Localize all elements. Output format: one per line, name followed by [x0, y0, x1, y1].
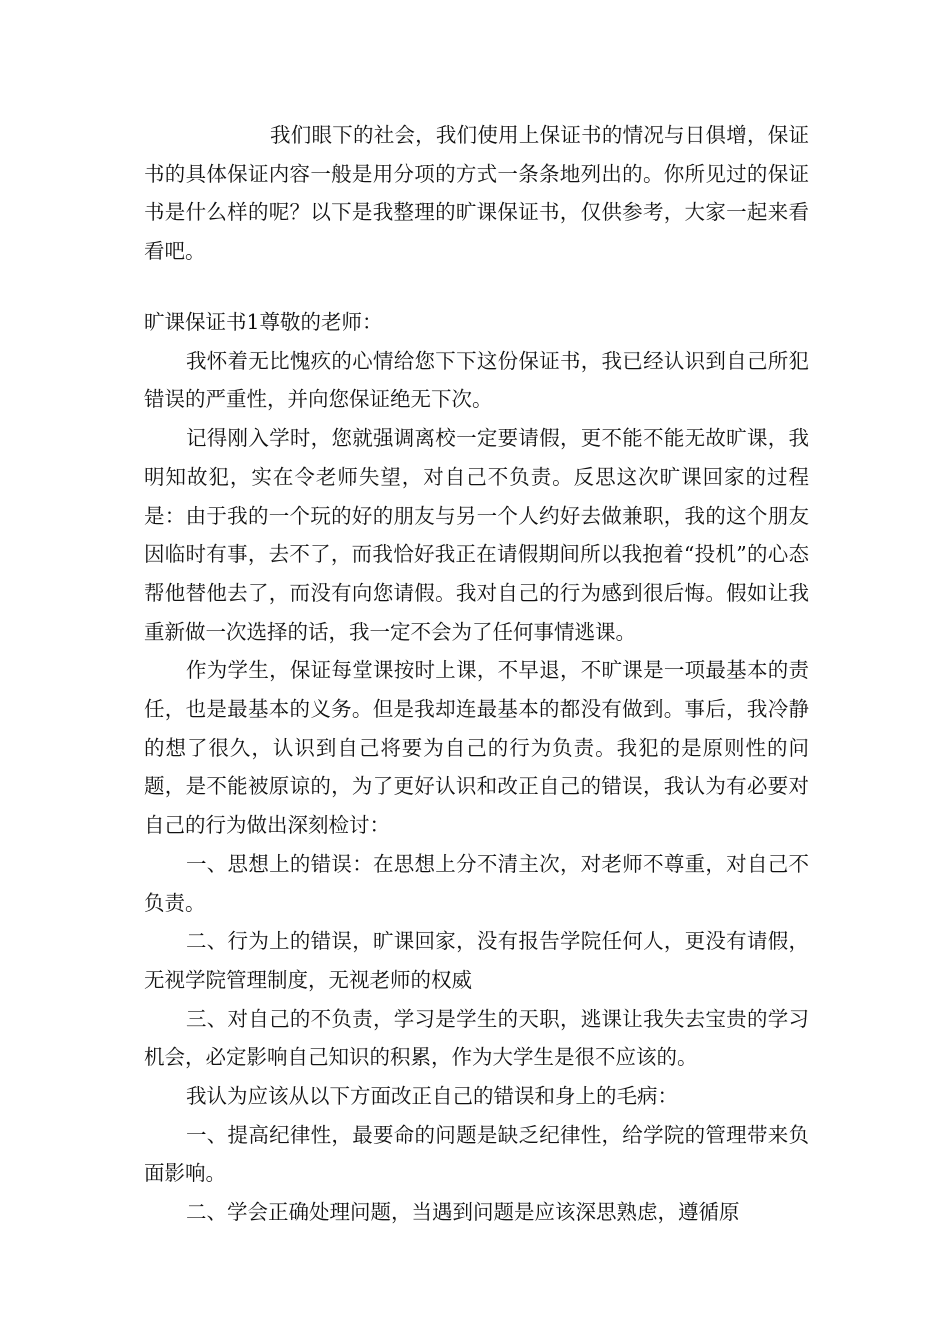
body-paragraph: 记得刚入学时，您就强调离校一定要请假，更不能不能无故旷课，我明知故犯，实在令老师失望，对自己不负责。反思这次旷课回家的过程是：由于我的一个玩的好的朋友与另一个人约好去做兼职，我的这个朋友因临时有事，去不了，而我恰好我正在请假期间所以我抱着“投机”的心态帮他替他去了，而没有向您请假。我对自己的行为感到很后悔。假如让我重新做一次选择的话，我一定不会为了任何事情逃课。 [144, 426, 809, 644]
list-item: 一、提高纪律性，最要命的问题是缺乏纪律性，给学院的管理带来负面影响。 [144, 1122, 809, 1186]
list-item: 一、思想上的错误：在思想上分不清主次，对老师不尊重，对自己不负责。 [144, 851, 809, 915]
letter-body [144, 303, 809, 1232]
letter-heading: 旷课保证书1尊敬的老师： [144, 310, 383, 334]
body-paragraph: 我认为应该从以下方面改正自己的错误和身上的毛病： [186, 1084, 678, 1109]
list-item: 二、学会正确处理问题，当遇到问题是应该深思熟虑，遵循原 [186, 1200, 740, 1225]
intro-paragraph: 我们眼下的社会，我们使用上保证书的情况与日俱增，保证书的具体保证内容一般是用分项的方式一条条地列出的。你所见过的保证书是什么样的呢？以下是我整理的旷课保证书，仅供参考，大家一起来看看吧。 [144, 123, 809, 264]
intro-section [144, 116, 809, 271]
list-item: 三、对自己的不负责，学习是学生的天职，逃课让我失去宝贵的学习机会，必定影响自己知识的积累，作为大学生是很不应该的。 [144, 1006, 809, 1070]
body-paragraph: 作为学生，保证每堂课按时上课，不早退，不旷课是一项最基本的责任，也是最基本的义务。但是我却连最基本的都没有做到。事后，我冷静的想了很久，认识到自己将要为自己的行为负责。我犯的是原则性的问题，是不能被原谅的，为了更好认识和改正自己的错误，我认为有必要对自己的行为做出深刻检讨： [144, 658, 809, 838]
body-paragraph: 我怀着无比愧疚的心情给您下下这份保证书，我已经认识到自己所犯错误的严重性，并向您保证绝无下次。 [144, 348, 809, 412]
list-item: 二、行为上的错误，旷课回家，没有报告学院任何人，更没有请假，无视学院管理制度，无视老师的权威 [144, 929, 809, 992]
